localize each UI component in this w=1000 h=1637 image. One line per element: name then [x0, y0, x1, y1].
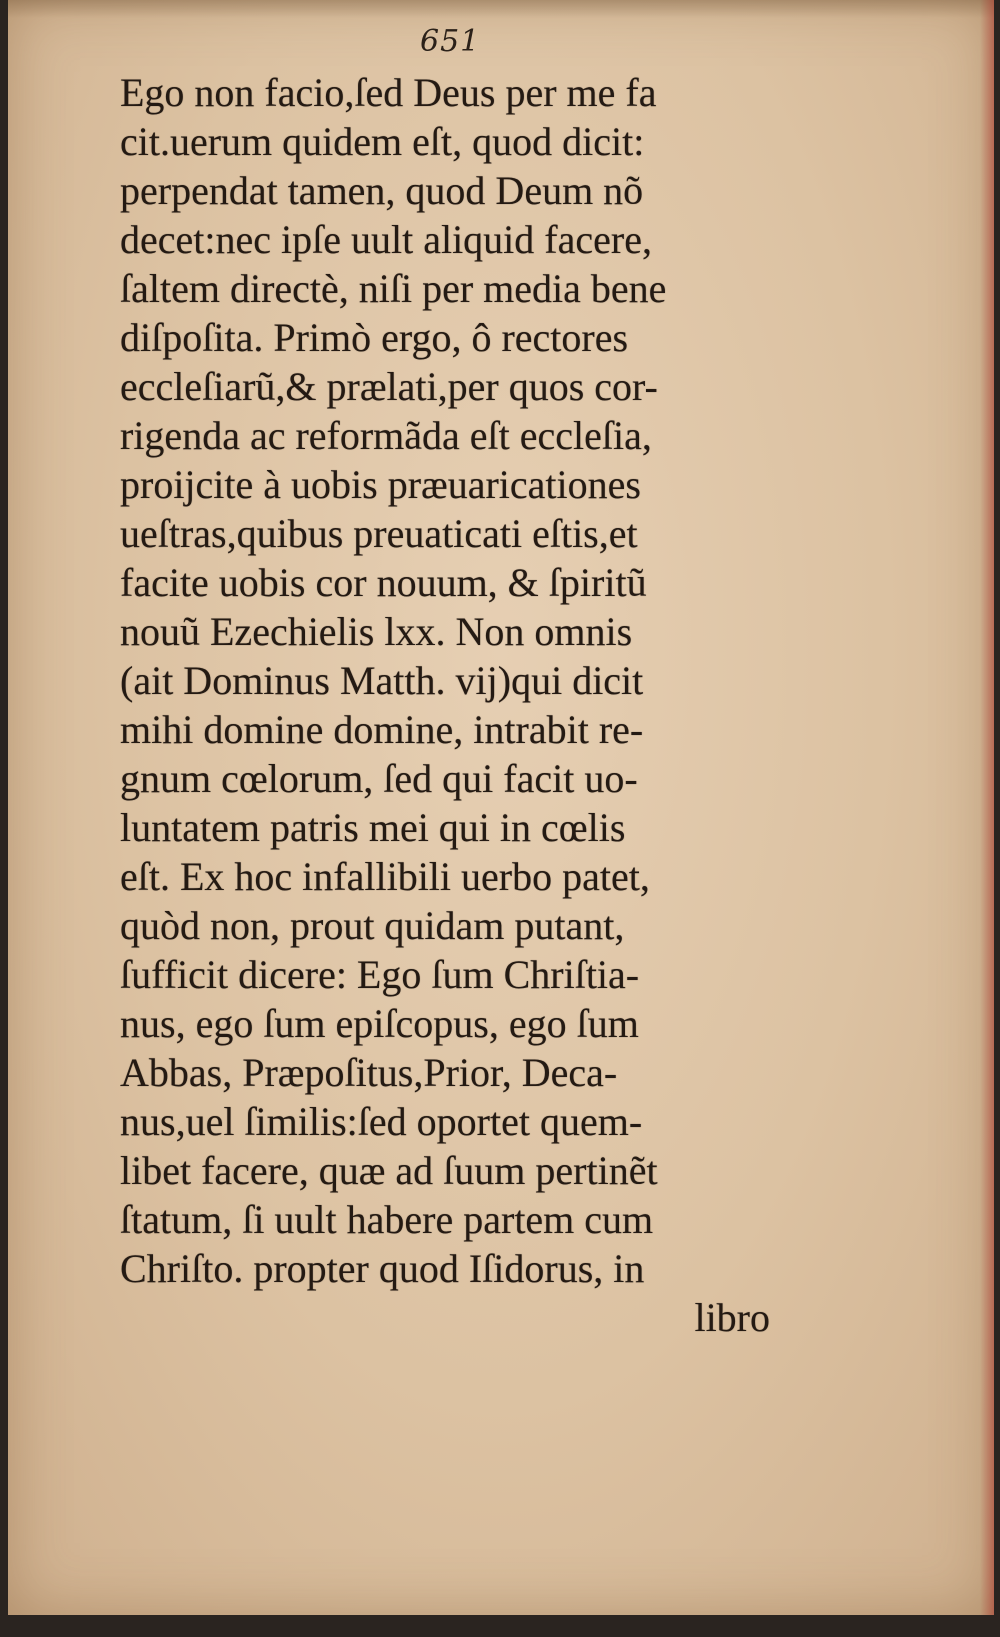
text-line: diſpoſita. Primò ergo, ô rectores	[120, 315, 629, 360]
text-line: ſtatum, ſi uult habere partem cum	[120, 1197, 654, 1242]
text-line: decet:nec ipſe uult aliquid facere,	[120, 217, 652, 262]
text-line: Chriſto. propter quod Iſidorus, in	[120, 1246, 645, 1291]
text-line: quòd non, prout quidam putant,	[120, 903, 625, 948]
text-line: perpendat tamen, quod Deum nõ	[120, 168, 644, 213]
text-line: (ait Dominus Matth. vij)qui dicit	[120, 658, 644, 703]
book-page	[8, 0, 994, 1615]
text-line: Ego non facio,ſed Deus per me fa	[120, 70, 657, 115]
text-line: nus,uel ſimilis:ſed oportet quem-	[120, 1099, 643, 1144]
text-line: facite uobis cor nouum, & ſpiritũ	[120, 560, 647, 605]
text-line: ſufficit dicere: Ego ſum Chriſtia-	[120, 952, 640, 997]
text-line: libet facere, quæ ad ſuum pertinẽt	[120, 1148, 658, 1193]
text-line: ueſtras,quibus preuaticati eſtis,et	[120, 511, 638, 556]
page-top-shadow	[8, 0, 994, 18]
text-line: proijcite à uobis præuaricationes	[120, 462, 641, 507]
text-line: luntatem patris mei qui in cœlis	[120, 805, 626, 850]
text-line: mihi domine domine, intrabit re-	[120, 707, 644, 752]
page-red-edge	[980, 0, 994, 1615]
text-line: nouũ Ezechielis lxx. Non omnis	[120, 609, 633, 654]
text-line: eſt. Ex hoc infallibili uerbo patet,	[120, 854, 650, 899]
text-line: eccleſiarũ,& prælati,per quos cor-	[120, 364, 658, 409]
text-line: cit.uerum quidem eſt, quod dicit:	[120, 119, 645, 164]
text-body	[120, 68, 770, 1342]
page-number: 651	[420, 24, 481, 59]
text-line: gnum cœlorum, ſed qui facit uo-	[120, 756, 638, 801]
catchword: libro	[694, 1295, 770, 1340]
text-line: ſaltem directè, niſi per media bene	[120, 266, 667, 311]
text-line: rigenda ac reformãda eſt eccleſia,	[120, 413, 652, 458]
text-line: nus, ego ſum epiſcopus, ego ſum	[120, 1001, 639, 1046]
text-line: Abbas, Præpoſitus,Prior, Deca-	[120, 1050, 618, 1095]
